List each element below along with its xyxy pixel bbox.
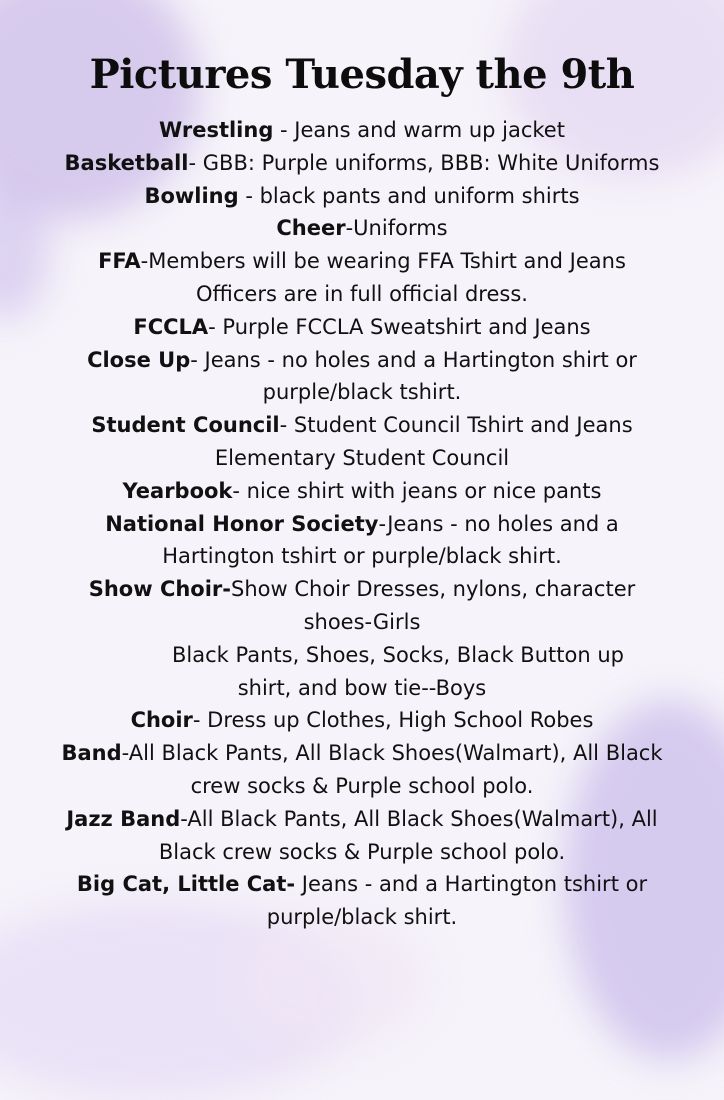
item-name: FFA [98,249,141,274]
item-continuation: Black crew socks & Purple school polo. [158,839,566,864]
item-continuation: Black Pants, Shoes, Socks, Black Button up [172,642,624,667]
item-text: - Jeans and warm up jacket [273,118,565,142]
item-text: Jeans - and a Hartington tshirt or [295,872,648,897]
item-text: -Jeans - no holes and a [378,511,619,536]
item-continuation: Officers are in full official dress. [196,281,528,306]
item-name: Close Up [87,347,191,372]
item-text: - Dress up Clothes, High School Robes [192,708,594,733]
item-text: - Student Council Tshirt and Jeans [279,413,633,438]
item-name: Basketball [64,150,189,175]
page-title: Pictures Tuesday the 9th [89,51,635,98]
list-item [0,573,724,606]
item-text: -All Black Pants, All Black Shoes(Walmart), All Black [121,741,663,766]
item-name: Bowling [144,183,239,208]
item-name: Choir [130,708,193,733]
item-name: Show Choir- [88,577,232,602]
item-name: Student Council [91,413,280,438]
dress-code-list [0,114,724,934]
item-text: - GBB: Purple uniforms, BBB: White Uniforms [188,150,660,175]
list-item [0,180,724,213]
item-text: Show Choir Dresses, nylons, character [231,577,636,602]
list-item [0,344,724,377]
item-name: Wrestling [159,118,274,142]
list-item [0,475,724,508]
item-text: -All Black Pants, All Black Shoes(Walmart), All [180,806,658,831]
list-item [0,803,724,836]
list-item [0,868,724,901]
list-item [0,212,724,245]
item-name: Jazz Band [66,806,181,831]
list-item [0,737,724,770]
list-item [0,147,724,180]
item-continuation: shirt, and bow tie--Boys [237,675,487,700]
item-text: - Purple FCCLA Sweatshirt and Jeans [208,314,591,339]
item-text: - nice shirt with jeans or nice pants [232,478,602,503]
list-item [0,311,724,344]
item-name: FCCLA [133,314,209,339]
item-text: - Jeans - no holes and a Hartington shirt or [190,347,637,372]
item-continuation: shoes-Girls [303,609,421,634]
item-name: National Honor Society [105,511,379,536]
list-item [0,114,724,147]
item-continuation: crew socks & Purple school polo. [190,773,534,798]
item-text: -Members will be wearing FFA Tshirt and Jeans [140,249,626,274]
list-item [0,245,724,278]
item-name: Band [61,741,122,766]
item-continuation: Elementary Student Council [214,445,510,470]
item-text: - black pants and uniform shirts [238,183,580,208]
list-item [0,704,724,737]
item-name: Cheer [276,216,346,241]
item-continuation: Hartington tshirt or purple/black shirt. [162,544,562,569]
item-text: -Uniforms [345,216,448,241]
item-name: Yearbook [122,478,233,503]
item-name: Big Cat, Little Cat- [76,872,296,897]
item-continuation: purple/black tshirt. [262,380,462,405]
list-item [0,409,724,442]
item-continuation: purple/black shirt. [266,905,458,930]
list-item [0,508,724,541]
